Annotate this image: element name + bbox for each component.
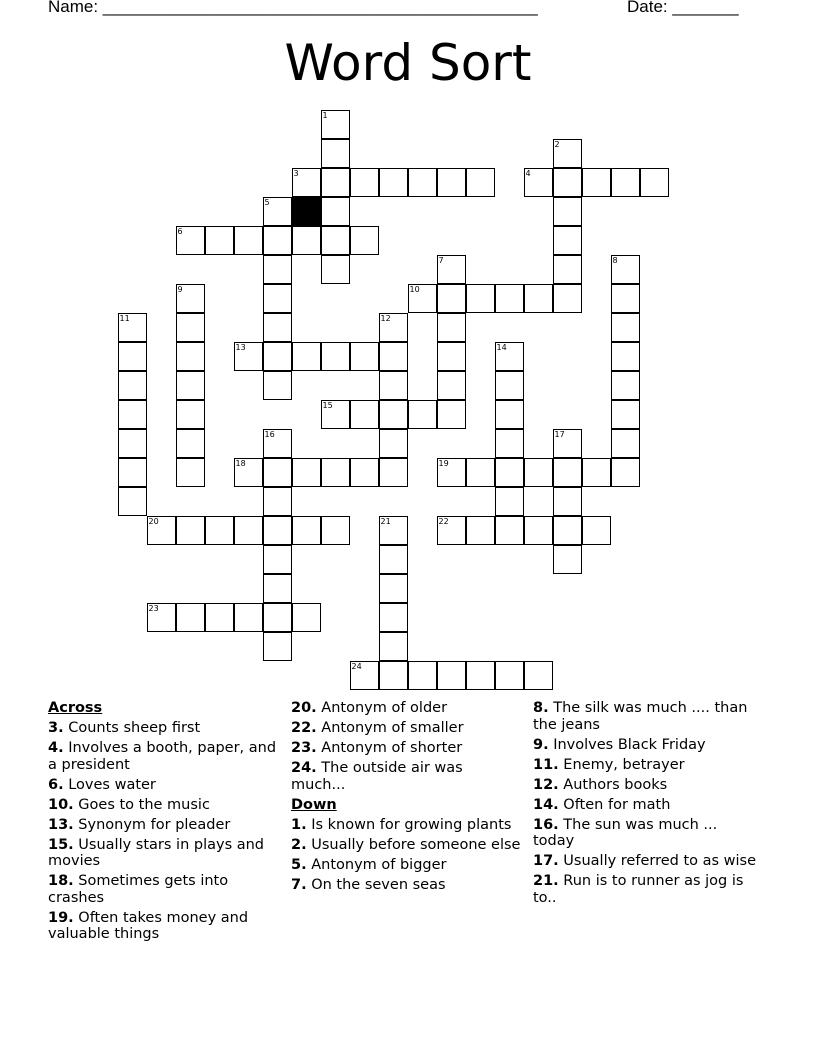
clue-item (48, 720, 278, 737)
crossword-cell[interactable] (234, 603, 263, 632)
clue-item (291, 700, 521, 717)
clue-item (48, 777, 278, 794)
crossword-cell[interactable] (379, 400, 408, 429)
crossword-cell[interactable] (321, 139, 350, 168)
clue-item (533, 797, 763, 814)
clue-item-number: 10. (48, 796, 74, 813)
clue-number: 13 (235, 342, 246, 352)
crossword-cell[interactable] (263, 516, 292, 545)
clue-number: 20 (148, 516, 159, 526)
clue-item-text: Usually referred to as wise (558, 853, 757, 869)
crossword-cell[interactable] (263, 371, 292, 400)
crossword-cell[interactable] (437, 313, 466, 342)
crossword-cell[interactable] (408, 661, 437, 690)
clue-number: 1 (322, 110, 328, 120)
crossword-cell[interactable] (582, 168, 611, 197)
crossword-cell[interactable] (263, 487, 292, 516)
clue-number: 19 (438, 458, 449, 468)
crossword-cell[interactable] (611, 168, 640, 197)
crossword-cell[interactable] (147, 603, 176, 632)
crossword-black-cell (292, 197, 321, 226)
crossword-cell[interactable] (379, 574, 408, 603)
crossword-cell[interactable] (350, 342, 379, 371)
crossword-cell[interactable] (350, 661, 379, 690)
clue-item (291, 817, 521, 834)
crossword-cell[interactable] (118, 487, 147, 516)
crossword-cell[interactable] (553, 487, 582, 516)
crossword-cell[interactable] (553, 197, 582, 226)
crossword-cell[interactable] (321, 255, 350, 284)
crossword-cell[interactable] (321, 226, 350, 255)
crossword-cell[interactable] (553, 516, 582, 545)
clue-item-text: Often takes money and valuable things (48, 909, 249, 942)
crossword-cell[interactable] (321, 458, 350, 487)
clue-item-text: Authors books (558, 776, 668, 793)
clue-number: 12 (380, 313, 391, 323)
crossword-cell[interactable] (205, 603, 234, 632)
clue-item-number: 2. (291, 836, 307, 853)
crossword-cell[interactable] (611, 371, 640, 400)
crossword-cell[interactable] (176, 371, 205, 400)
crossword-cell[interactable] (495, 516, 524, 545)
crossword-cell[interactable] (553, 458, 582, 487)
crossword-cell[interactable] (611, 313, 640, 342)
crossword-cell[interactable] (611, 342, 640, 371)
crossword-cell[interactable] (176, 603, 205, 632)
crossword-cell[interactable] (524, 458, 553, 487)
crossword-cell[interactable] (292, 603, 321, 632)
crossword-cell[interactable] (118, 313, 147, 342)
clue-number: 2 (554, 139, 560, 149)
crossword-cell[interactable] (263, 284, 292, 313)
crossword-cell[interactable] (611, 284, 640, 313)
crossword-cell[interactable] (379, 545, 408, 574)
clue-item-text: Enemy, betrayer (558, 756, 685, 773)
name-field-label: Name: ______________________________________________ (48, 0, 538, 16)
crossword-cell[interactable] (118, 429, 147, 458)
crossword-cell[interactable] (176, 342, 205, 371)
clue-item-text: Usually stars in plays and movies (48, 836, 265, 869)
clue-item (533, 757, 763, 774)
clue-number: 11 (119, 313, 130, 323)
clue-number: 5 (264, 197, 270, 207)
clue-item-number: 20. (291, 700, 317, 716)
clue-column-1 (48, 700, 278, 946)
crossword-cell[interactable] (495, 342, 524, 371)
clue-item-text: The sun was much ... today (533, 816, 718, 849)
clue-item (533, 873, 763, 906)
crossword-cell[interactable] (350, 226, 379, 255)
crossword-cell[interactable] (263, 545, 292, 574)
crossword-cell[interactable] (466, 284, 495, 313)
crossword-cell[interactable] (176, 284, 205, 313)
crossword-cell[interactable] (234, 516, 263, 545)
crossword-cell[interactable] (553, 139, 582, 168)
clue-item-text: Counts sheep first (63, 720, 201, 736)
clue-item (48, 910, 278, 943)
clue-number: 14 (496, 342, 507, 352)
clue-item-number: 5. (291, 856, 307, 873)
clue-item-number: 11. (533, 756, 559, 773)
crossword-cell[interactable] (263, 313, 292, 342)
clue-item-text: Goes to the music (73, 796, 210, 813)
crossword-cell[interactable] (263, 255, 292, 284)
clue-item-number: 14. (533, 796, 559, 813)
clue-number: 22 (438, 516, 449, 526)
clue-item-number: 21. (533, 873, 559, 889)
crossword-cell[interactable] (205, 226, 234, 255)
crossword-cell[interactable] (495, 400, 524, 429)
clue-item-number: 12. (533, 776, 559, 793)
crossword-cell[interactable] (118, 400, 147, 429)
crossword-cell[interactable] (611, 400, 640, 429)
crossword-cell[interactable] (553, 226, 582, 255)
crossword-cell[interactable] (321, 168, 350, 197)
clue-item (291, 857, 521, 874)
clue-item-text: Antonym of shorter (316, 740, 463, 756)
crossword-cell[interactable] (379, 371, 408, 400)
clue-item (291, 837, 521, 854)
crossword-cell[interactable] (263, 197, 292, 226)
clue-item-text: Synonym for pleader (73, 816, 231, 833)
crossword-cell[interactable] (495, 458, 524, 487)
crossword-cell[interactable] (234, 226, 263, 255)
crossword-cell[interactable] (205, 516, 234, 545)
crossword-cell[interactable] (408, 168, 437, 197)
clue-item-text: Run is to runner as jog is to.. (533, 873, 744, 906)
crossword-cell[interactable] (321, 342, 350, 371)
crossword-cell[interactable] (611, 429, 640, 458)
clue-item-number: 24. (291, 760, 317, 776)
crossword-cell[interactable] (379, 632, 408, 661)
crossword-cell[interactable] (321, 110, 350, 139)
clue-item-number: 1. (291, 816, 307, 833)
clue-column-3 (533, 700, 763, 910)
crossword-cell[interactable] (553, 284, 582, 313)
crossword-cell[interactable] (524, 284, 553, 313)
crossword-cell[interactable] (379, 603, 408, 632)
crossword-cell[interactable] (263, 603, 292, 632)
crossword-cell[interactable] (524, 516, 553, 545)
clue-item-text: The silk was much .... than the jeans (533, 700, 748, 733)
clue-number: 9 (177, 284, 183, 294)
clue-item-text: The outside air was much... (291, 760, 463, 793)
crossword-cell[interactable] (263, 574, 292, 603)
crossword-cell[interactable] (495, 284, 524, 313)
clue-item (533, 777, 763, 794)
crossword-cell[interactable] (292, 168, 321, 197)
clue-item-number: 18. (48, 873, 74, 889)
crossword-cell[interactable] (437, 516, 466, 545)
crossword-cell[interactable] (408, 400, 437, 429)
crossword-cell[interactable] (495, 429, 524, 458)
clue-item-number: 13. (48, 816, 74, 833)
crossword-cell[interactable] (292, 226, 321, 255)
clue-item-number: 19. (48, 909, 74, 926)
date-field-label: Date: _______ (627, 0, 739, 16)
crossword-cell[interactable] (176, 313, 205, 342)
crossword-cell[interactable] (176, 429, 205, 458)
crossword-cell[interactable] (379, 516, 408, 545)
clue-item (48, 873, 278, 906)
crossword-cell[interactable] (379, 661, 408, 690)
crossword-cell[interactable] (437, 400, 466, 429)
clue-item (291, 720, 521, 737)
clue-item-text: Involves a booth, paper, and a president (48, 740, 277, 773)
clue-item-text: Involves Black Friday (548, 736, 706, 753)
clue-number: 18 (235, 458, 246, 468)
crossword-cell[interactable] (495, 661, 524, 690)
crossword-cell[interactable] (321, 400, 350, 429)
clue-number: 15 (322, 400, 333, 410)
crossword-cell[interactable] (321, 197, 350, 226)
clue-item-number: 22. (291, 720, 317, 736)
crossword-cell[interactable] (292, 516, 321, 545)
clue-number: 4 (525, 168, 531, 178)
clue-item-number: 9. (533, 736, 549, 753)
crossword-cell[interactable] (118, 342, 147, 371)
clue-item (48, 740, 278, 773)
crossword-cell[interactable] (118, 458, 147, 487)
crossword-cell[interactable] (176, 400, 205, 429)
crossword-cell[interactable] (379, 342, 408, 371)
crossword-cell[interactable] (263, 429, 292, 458)
crossword-cell[interactable] (553, 255, 582, 284)
clue-item-text: Sometimes gets into crashes (48, 873, 229, 906)
crossword-cell[interactable] (466, 458, 495, 487)
crossword-cell[interactable] (582, 516, 611, 545)
crossword-cell[interactable] (437, 168, 466, 197)
clue-item (291, 877, 521, 894)
clue-item (48, 817, 278, 834)
crossword-cell[interactable] (234, 342, 263, 371)
crossword-cell[interactable] (437, 661, 466, 690)
crossword-cell[interactable] (437, 255, 466, 284)
clue-number: 3 (293, 168, 299, 178)
crossword-cell[interactable] (379, 458, 408, 487)
clue-item-text: Loves water (63, 776, 156, 793)
crossword-cell[interactable] (147, 516, 176, 545)
crossword-cell[interactable] (466, 516, 495, 545)
clue-item (48, 797, 278, 814)
clue-item-number: 23. (291, 740, 317, 756)
crossword-cell[interactable] (640, 168, 669, 197)
clue-item-number: 3. (48, 720, 64, 736)
crossword-cell[interactable] (118, 371, 147, 400)
clue-item (533, 817, 763, 850)
clue-item-number: 6. (48, 776, 64, 793)
crossword-cell[interactable] (176, 458, 205, 487)
clue-number: 16 (264, 429, 275, 439)
crossword-cell[interactable] (234, 458, 263, 487)
crossword-cell[interactable] (263, 458, 292, 487)
crossword-cell[interactable] (292, 342, 321, 371)
clue-item-number: 16. (533, 816, 559, 833)
crossword-cell[interactable] (611, 458, 640, 487)
crossword-cell[interactable] (524, 661, 553, 690)
clue-number: 21 (380, 516, 391, 526)
crossword-cell[interactable] (350, 400, 379, 429)
crossword-cell[interactable] (176, 226, 205, 255)
clue-number: 23 (148, 603, 159, 613)
clue-number: 17 (554, 429, 565, 439)
crossword-cell[interactable] (379, 168, 408, 197)
clue-number: 24 (351, 661, 362, 671)
clue-item (48, 837, 278, 870)
clue-section-heading: Down (291, 796, 337, 813)
crossword-cell[interactable] (263, 226, 292, 255)
crossword-cell[interactable] (524, 168, 553, 197)
crossword-cell[interactable] (408, 284, 437, 313)
clue-item (533, 700, 763, 733)
crossword-cell[interactable] (263, 342, 292, 371)
crossword-cell[interactable] (466, 661, 495, 690)
clue-item-text: Usually before someone else (306, 836, 521, 853)
clue-item-text: Often for math (558, 796, 671, 813)
clue-item-text: On the seven seas (306, 876, 446, 893)
crossword-cell[interactable] (466, 168, 495, 197)
crossword-cell[interactable] (553, 168, 582, 197)
crossword-cell[interactable] (292, 458, 321, 487)
crossword-cell[interactable] (495, 371, 524, 400)
clue-item-text: Antonym of bigger (306, 856, 447, 873)
clue-item (291, 740, 521, 757)
crossword-cell[interactable] (176, 516, 205, 545)
crossword-cell[interactable] (379, 313, 408, 342)
page-title: Word Sort (284, 34, 532, 92)
clue-item-number: 15. (48, 836, 74, 853)
clue-item (291, 760, 521, 793)
crossword-cell[interactable] (437, 284, 466, 313)
crossword-cell[interactable] (611, 255, 640, 284)
clue-number: 7 (438, 255, 444, 265)
clue-number: 6 (177, 226, 183, 236)
crossword-cell[interactable] (350, 458, 379, 487)
crossword-cell[interactable] (379, 429, 408, 458)
crossword-cell[interactable] (321, 516, 350, 545)
crossword-cell[interactable] (437, 458, 466, 487)
crossword-cell[interactable] (350, 168, 379, 197)
clue-item-number: 7. (291, 876, 307, 893)
crossword-cell[interactable] (437, 342, 466, 371)
crossword-cell[interactable] (263, 632, 292, 661)
crossword-cell[interactable] (437, 371, 466, 400)
clue-item-number: 17. (533, 853, 559, 869)
clue-item-number: 8. (533, 700, 549, 716)
clue-item (533, 853, 763, 870)
clue-section-heading: Across (48, 700, 103, 716)
crossword-cell[interactable] (582, 458, 611, 487)
crossword-cell[interactable] (553, 545, 582, 574)
clue-column-2 (291, 700, 521, 897)
clue-item (533, 737, 763, 754)
clue-item-text: Antonym of smaller (316, 720, 464, 736)
clue-number: 8 (612, 255, 618, 265)
clue-item-text: Antonym of older (316, 700, 448, 716)
crossword-cell[interactable] (495, 487, 524, 516)
crossword-cell[interactable] (553, 429, 582, 458)
clue-number: 10 (409, 284, 420, 294)
clue-item-number: 4. (48, 740, 64, 756)
clue-item-text: Is known for growing plants (306, 816, 512, 833)
